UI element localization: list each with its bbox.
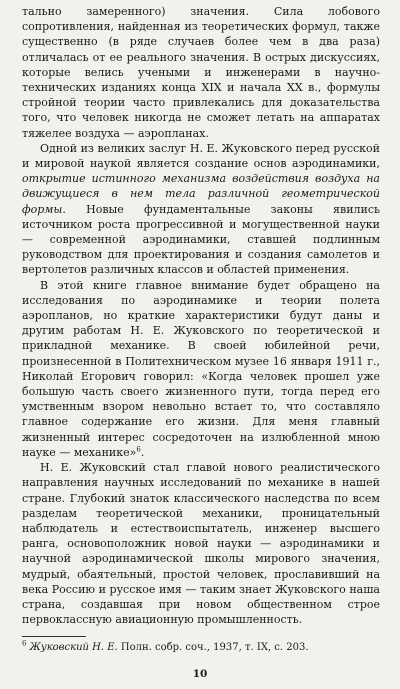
paragraph-3 — [22, 278, 380, 460]
paragraph-2-text-start: Одной из великих заслуг Н. Е. Жуковского перед русской и мировой наукой является создание основ аэродинамики, — [22, 141, 380, 171]
paragraph-1 — [22, 4, 380, 141]
page-number: 10 — [192, 668, 208, 680]
footnote-author: Жуковский Н. Е. — [29, 642, 118, 653]
footnote — [22, 641, 380, 654]
paragraph-4 — [22, 460, 380, 627]
paragraph-3-text: В этой книге главное внимание будет обращено на исследования по аэродинамике и теории полета аэропланов, но краткие характеристики будут даны и другим работам Н. Е. Жуковского по теоретической и прикладной механике. В своей юбилейной речи, произнесенной в Политехническом музее 16 января 1911 г., Николай Егорович говорил: «Когда человек прошел уже большую часть своего жизненного пути, тогда перед его умственным взором невольно встает то, что составляло главное содержание его жизни. Для меня главный жизненный интерес сосредоточен на излюбленной мною науке — механике» — [22, 278, 380, 459]
paragraph-2 — [22, 141, 380, 278]
paragraph-4-text: Н. Е. Жуковский стал главой нового реалистического направления научных исследований по механике в нашей стране. Глубокий знаток классического наследства по всем разделам теоретической механики, проницательный наблюдатель и естествоиспытатель, инженер высшего ранга, основоположник новой науки — аэродинамики и научной аэродинамической школы мирового значения, мудрый, обаятельный, простой человек, прославивший на века Россию и русское имя — таким знает Жуковского наша страна, создавшая при новом общественном строе первоклассную авиационную промышленность. — [22, 461, 380, 627]
footnote-text: Полн. собр. соч., 1937, т. IX, с. 203. — [117, 642, 309, 653]
paragraph-3-text-end: . — [140, 445, 145, 459]
footnote-divider — [22, 636, 86, 637]
footnote-marker: 6 — [22, 639, 27, 648]
body-text — [22, 4, 380, 627]
footnote-reference[interactable]: 6 — [136, 445, 141, 454]
paragraph-1-text: тально замеренного) значения. Сила лобового сопротивления, найденная из теоретических формул, также существенно (в ряде случаев более чем в два раза) отличалась от ее реального значения. В острых дискуссиях, которые велись учеными и инженерами в научно-технических изданиях конца XIX и начала XX в., формулы стройной теории часто привлекались для доказательства того, что человек никогда не сможет летать на аппаратах тяжелее воздуха — аэропланах. — [22, 5, 380, 140]
paragraph-2-emphasis: открытие истинного механизма воздействия воздуха на движущиеся в нем тела различной геометрической формы — [22, 172, 380, 216]
paragraph-2-text-end: . Новые фундаментальные законы явились источником роста прогрессивной и могущественной науки — современной аэродинамики, ставшей подлинным руководством для проектирования и создания самолетов и вертолетов различных классов и областей применения. — [22, 202, 380, 277]
